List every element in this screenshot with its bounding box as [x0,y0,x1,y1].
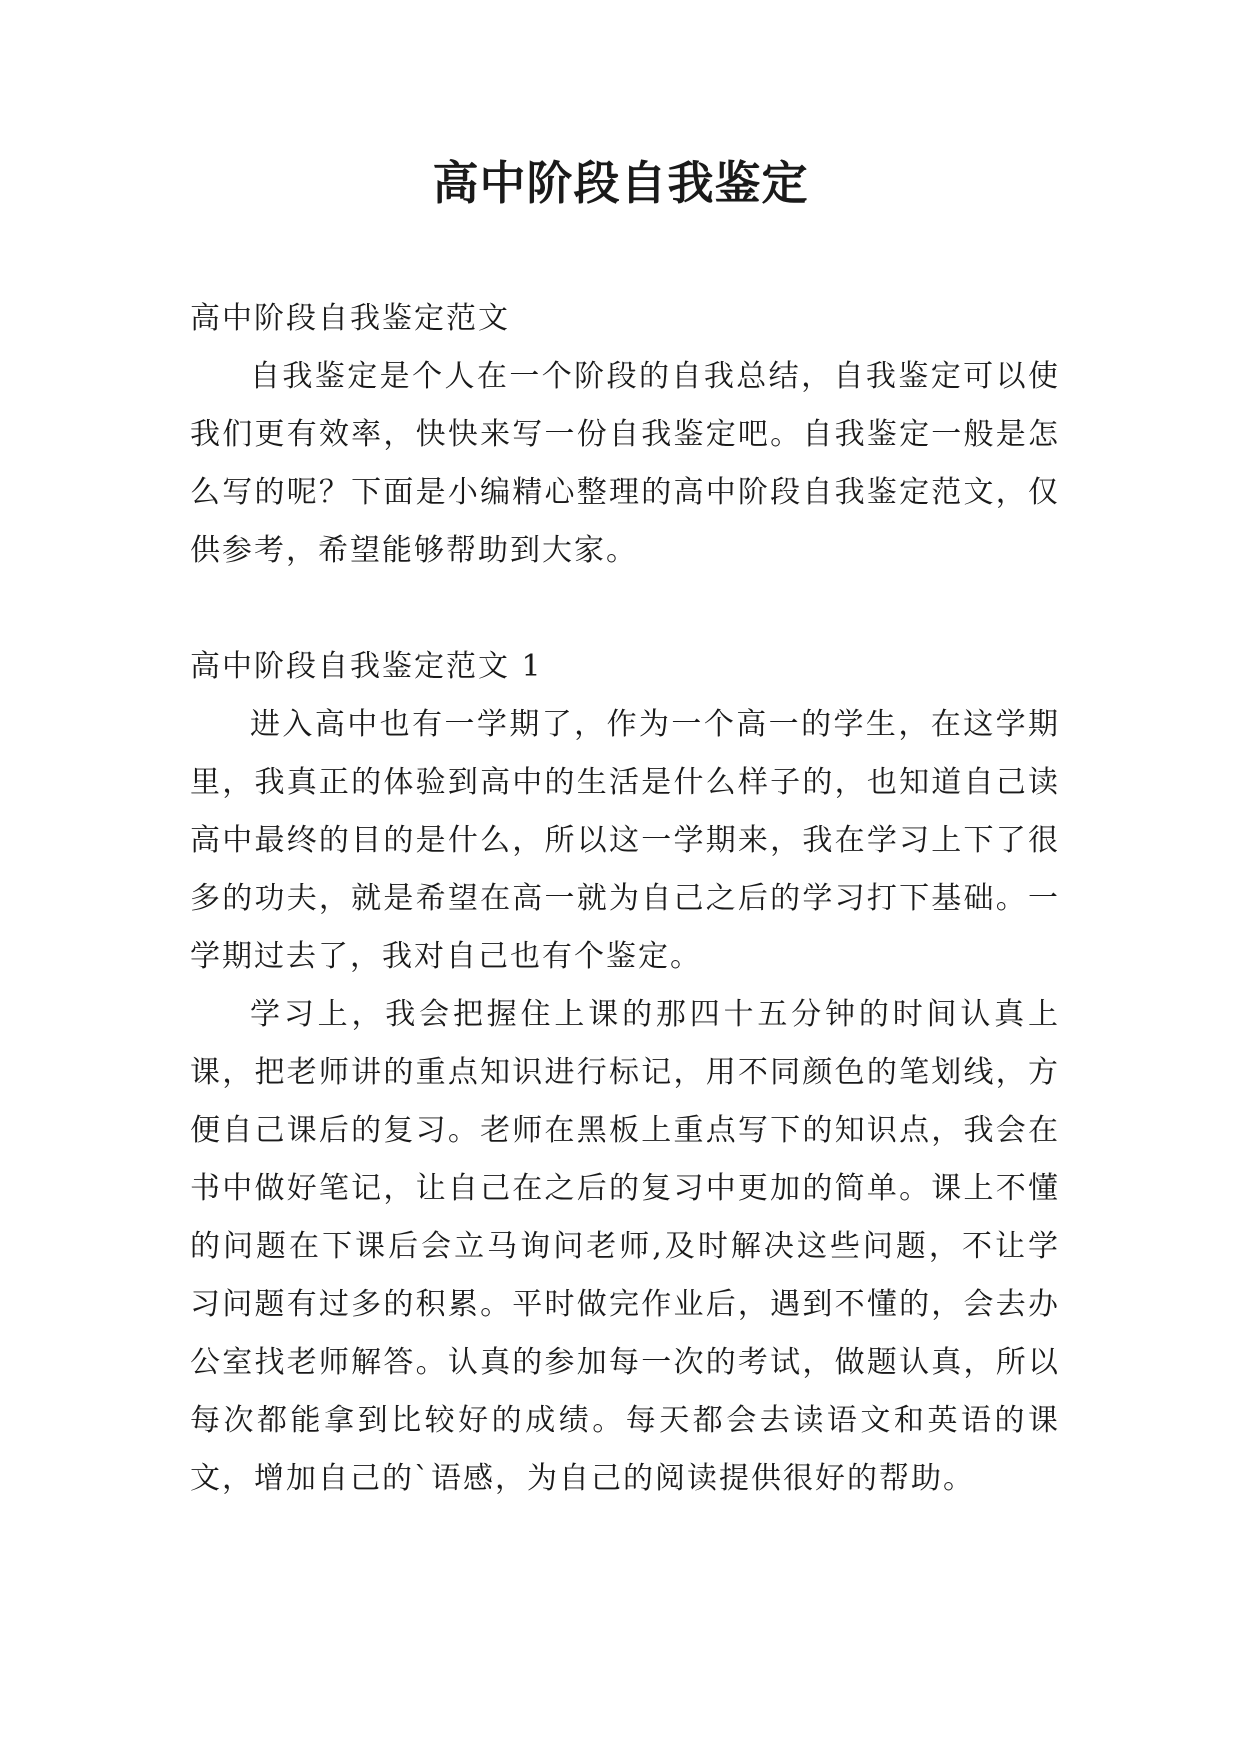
paragraph: 学习上，我会把握住上课的那四十五分钟的时间认真上课，把老师讲的重点知识进行标记，用不同颜色的笔划线，方便自己课后的复习。老师在黑板上重点写下的知识点，我会在书中做好笔记，让自己在之后的复习中更加的简单。课上不懂的问题在下课后会立马询问老师,及时解决这些问题，不让学习问题有过多的积累。平时做完作业后，遇到不懂的，会去办公室找老师解答。认真的参加每一次的考试，做题认真，所以每次都能拿到比较好的成绩。每天都会去读语文和英语的课文，增加自己的`语感，为自己的阅读提供很好的帮助。 [190,997,1060,1496]
document-title: 高中阶段自我鉴定 [432,156,809,210]
paragraph: 进入高中也有一学期了，作为一个高一的学生，在这学期里，我真正的体验到高中的生活是什么样子的，也知道自己读高中最终的目的是什么，所以这一学期来，我在学习上下了很多的功夫，就是希望在高一就为自己之后的学习打下基础。一学期过去了，我对自己也有个鉴定。 [190,707,1060,974]
section-heading: 高中阶段自我鉴定范文 1 [190,649,543,684]
paragraph: 自我鉴定是个人在一个阶段的自我总结，自我鉴定可以使我们更有效率，快快来写一份自我鉴定吧。自我鉴定一般是怎么写的呢？下面是小编精心整理的高中阶段自我鉴定范文，仅供参考，希望能够帮助到大家。 [190,359,1060,568]
document-body [190,290,1060,1508]
section-heading: 高中阶段自我鉴定范文 [190,301,510,336]
section-spacer [190,580,1060,638]
